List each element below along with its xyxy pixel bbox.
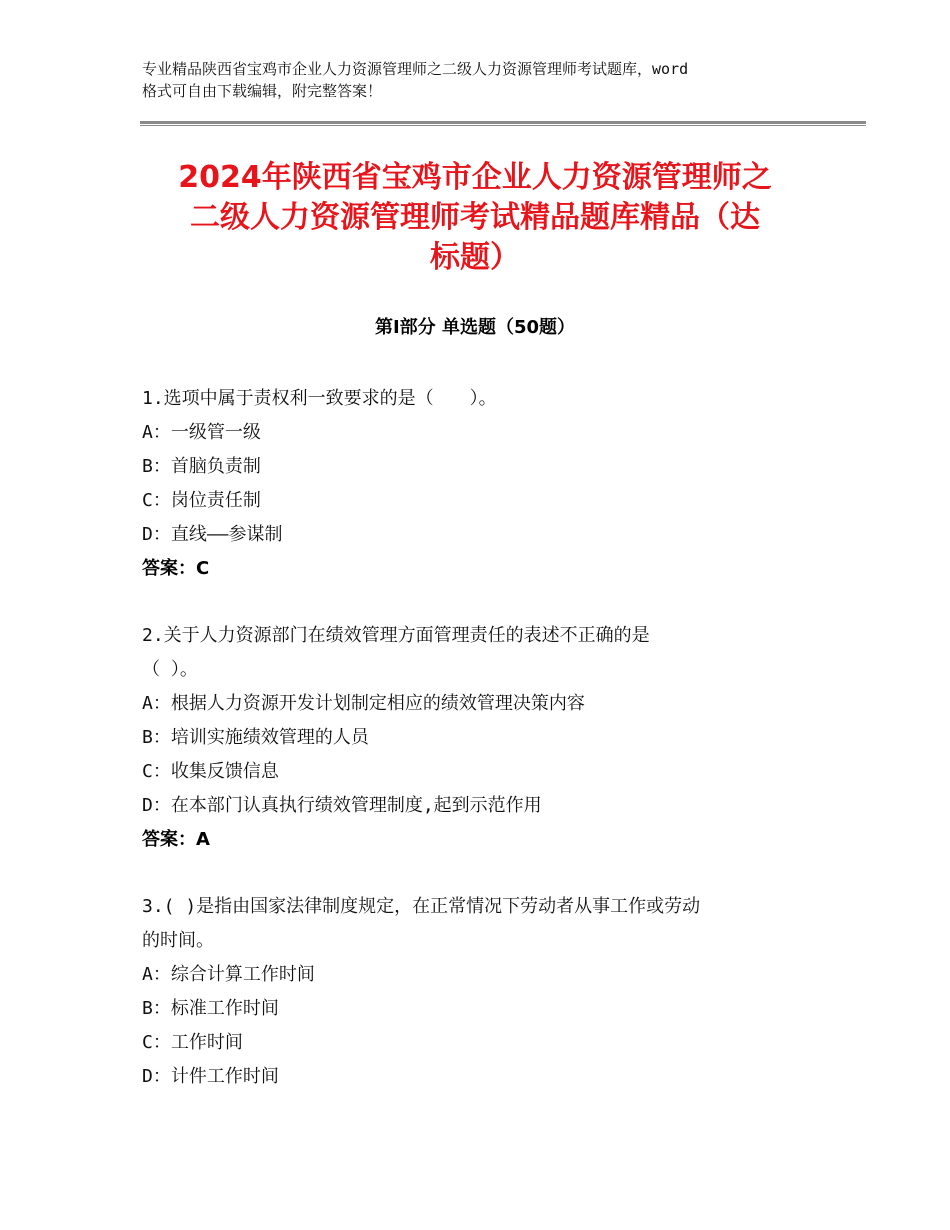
option-d: D：直线——参谋制	[142, 524, 283, 545]
option-c: C：工作时间	[142, 1032, 243, 1053]
question-list	[142, 382, 822, 1127]
answer-line: 答案：A	[142, 829, 210, 850]
header-note	[142, 58, 822, 102]
option-b: B：首脑负责制	[142, 456, 261, 477]
option-d: D：在本部门认真执行绩效管理制度,起到示范作用	[142, 795, 542, 816]
document-title-line: 2024年陕西省宝鸡市企业人力资源管理师之	[178, 160, 772, 195]
question-stem: 2.关于人力资源部门在绩效管理方面管理责任的表述不正确的是	[142, 625, 650, 646]
option-a: A：综合计算工作时间	[142, 964, 315, 985]
document-title-line: 二级人力资源管理师考试精品题库精品（达	[190, 200, 760, 235]
question-stem-continued: 的时间。	[142, 930, 214, 951]
option-d: D：计件工作时间	[142, 1066, 279, 1087]
question-stem: 1.选项中属于责权利一致要求的是（ ）。	[142, 388, 497, 409]
header-note-line: 专业精品陕西省宝鸡市企业人力资源管理师之二级人力资源管理师考试题库，word	[142, 60, 689, 78]
option-b: B：标准工作时间	[142, 998, 279, 1019]
option-a: A：一级管一级	[142, 422, 261, 443]
header-note-line: 格式可自由下载编辑，附完整答案！	[142, 82, 383, 100]
answer-line: 答案：C	[142, 558, 210, 579]
option-c: C：收集反馈信息	[142, 761, 279, 782]
question-1	[142, 382, 822, 586]
header-divider	[140, 121, 866, 126]
document-title	[140, 158, 810, 278]
option-b: B：培训实施绩效管理的人员	[142, 727, 369, 748]
section-heading: 第Ⅰ部分 单选题（50题）	[374, 317, 575, 338]
option-a: A：根据人力资源开发计划制定相应的绩效管理决策内容	[142, 693, 585, 714]
option-c: C：岗位责任制	[142, 490, 261, 511]
question-3	[142, 890, 822, 1094]
document-title-line: 标题）	[430, 240, 520, 275]
question-2	[142, 619, 822, 857]
question-stem: 3.( )是指由国家法律制度规定，在正常情况下劳动者从事工作或劳动	[142, 896, 701, 917]
question-stem-continued: （ ）。	[142, 659, 198, 680]
